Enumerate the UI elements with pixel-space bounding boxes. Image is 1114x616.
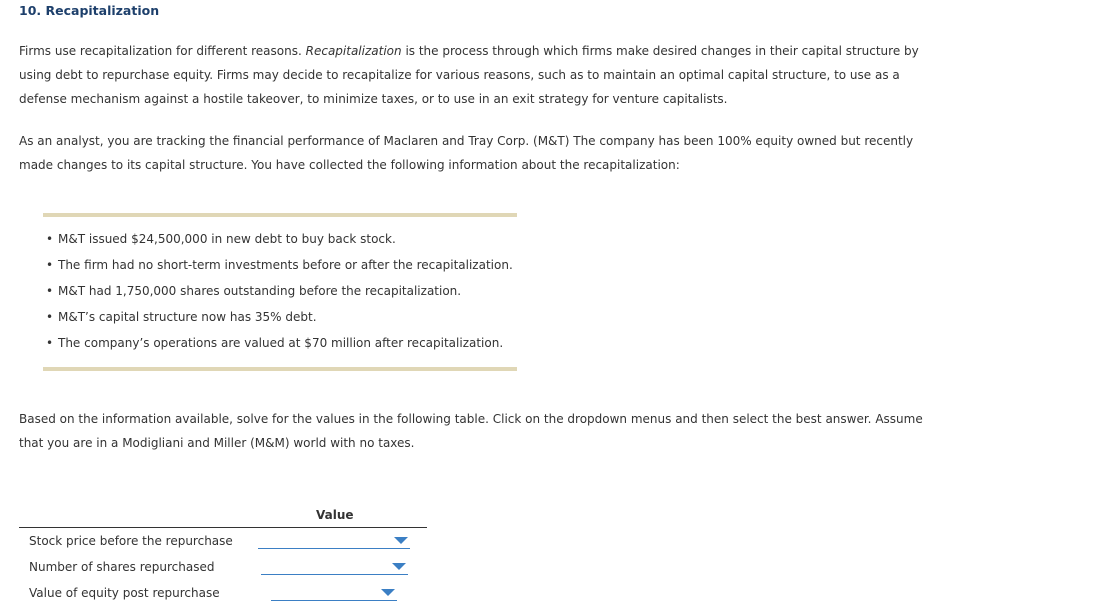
table-header [19,507,427,528]
fact-item [43,333,513,359]
intro-text-end: is the process through which firms make desired changes in their capital structure by using debt to repurchase equity. Firms may decide to recapitalize for various reasons, such as to maintain an optimal capital structure, to use as a defense mechanism against a hostile takeover, to minimize taxes, or to use in an exit strategy for venture capitalists. [19,44,919,106]
fact-text: The firm had no short-term investments before or after the recapitalization. [58,258,513,272]
bullet-icon: • [46,336,54,350]
values-table [19,507,427,606]
fact-text: M&T’s capital structure now has 35% debt. [58,310,317,324]
caret-down-icon[interactable] [394,537,408,544]
shares-repurchased-dropdown[interactable] [261,558,408,575]
row-label-equity-value: Value of equity post repurchase [29,586,220,600]
instructions-paragraph: Based on the information available, solve for the values in the following table. Click on the dropdown menus and then select the best answer. Assume that you are in a Modigliani and Miller (M&M) world with no taxes. [19,412,923,450]
caret-down-icon[interactable] [392,563,406,570]
bullet-icon: • [46,258,54,272]
fact-item [43,255,513,281]
bullet-icon: • [46,310,54,324]
value-column-header: Value [316,508,354,522]
recapitalization-term: Recapitalization [305,44,402,58]
facts-list [43,229,513,359]
fact-item [43,281,513,307]
analyst-paragraph: As an analyst, you are tracking the financial performance of Maclaren and Tray Corp. (M&T) The company has been 100% equity owned but recently made changes to its capital structure. You have collected the following information about the recapitalization: [19,134,914,172]
row-label-shares-repurchased: Number of shares repurchased [29,560,215,574]
table-row [19,528,427,554]
table-row [19,554,427,580]
intro-text-start: Firms use recapitalization for different reasons. [19,44,306,58]
bullet-icon: • [46,232,54,246]
bullet-icon: • [46,284,54,298]
question-title: 10. Recapitalization [19,3,160,18]
caret-down-icon[interactable] [381,589,395,596]
equity-value-dropdown[interactable] [271,584,397,601]
fact-text: M&T had 1,750,000 shares outstanding before the recapitalization. [58,284,462,298]
fact-text: M&T issued $24,500,000 in new debt to buy back stock. [58,232,396,246]
facts-box [43,213,517,371]
fact-item [43,307,513,333]
row-label-stock-price: Stock price before the repurchase [29,534,233,548]
intro-paragraph [19,39,939,111]
fact-text: The company’s operations are valued at $70 million after recapitalization. [58,336,504,350]
table-row [19,580,427,606]
fact-item [43,229,513,255]
stock-price-dropdown[interactable] [258,532,410,549]
